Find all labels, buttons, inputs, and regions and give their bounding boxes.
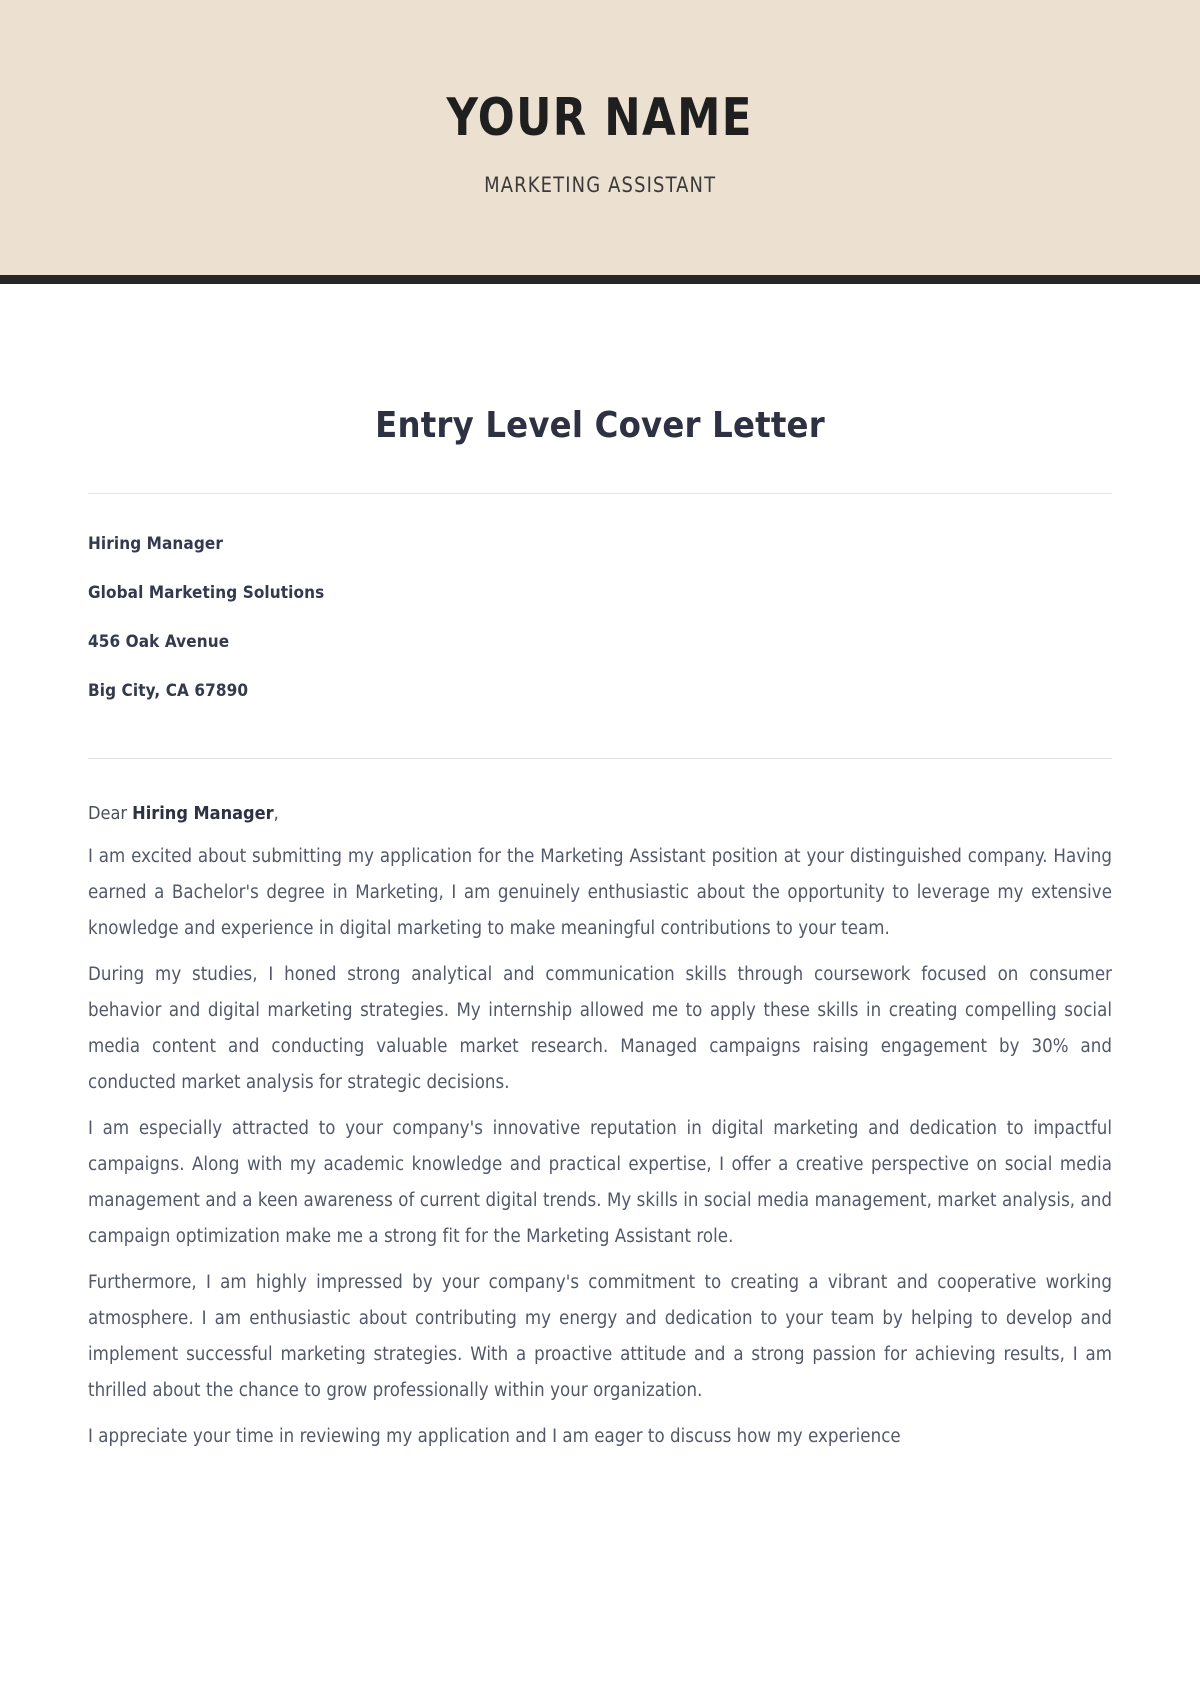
applicant-job-title: MARKETING ASSISTANT <box>483 173 717 198</box>
letter-paragraph: I appreciate your time in reviewing my application and I am eager to discuss how my experience <box>88 1425 901 1447</box>
recipient-line-company: Global Marketing Solutions <box>88 583 325 604</box>
letter-paragraph: I am especially attracted to your company's innovative reputation in digital marketing and dedication to impactful campaigns. Along with my academic knowledge and practical expertise, I offer a creative perspective on social media management and a keen awareness of current digital trends. My skills in social media management, market analysis, and campaign optimization make me a strong fit for the Marketing Assistant role. <box>88 1117 1112 1247</box>
salutation-recipient: Hiring Manager <box>132 803 274 825</box>
salutation <box>88 803 1112 825</box>
salutation-punctuation: , <box>273 803 279 825</box>
recipient-line-name: Hiring Manager <box>88 534 224 555</box>
letter-paragraph: During my studies, I honed strong analytical and communication skills through coursework focused on consumer behavior and digital marketing strategies. My internship allowed me to apply these skills in creating compelling social media content and conducting valuable market research. Managed campaigns raising engagement by 30% and conducted market analysis for strategic decisions. <box>88 963 1112 1093</box>
letter-paragraph: I am excited about submitting my application for the Marketing Assistant position at your distinguished company. Having earned a Bachelor's degree in Marketing, I am genuinely enthusiastic about the opportunity to leverage my extensive knowledge and experience in digital marketing to make meaningful contributions to your team. <box>88 845 1112 939</box>
applicant-name: YOUR NAME <box>446 87 754 148</box>
letter-paragraph: Furthermore, I am highly impressed by your company's commitment to creating a vibrant and cooperative working atmosphere. I am enthusiastic about contributing my energy and dedication to your team by helping to develop and implement successful marketing strategies. With a proactive attitude and a strong passion for achieving results, I am thrilled about the chance to grow professionally within your organization. <box>88 1271 1112 1401</box>
document-body <box>0 404 1200 1455</box>
recipient-address-block <box>88 494 1112 700</box>
recipient-line-street: 456 Oak Avenue <box>88 632 230 653</box>
recipient-line-city: Big City, CA 67890 <box>88 681 249 702</box>
salutation-greeting: Dear <box>88 803 133 825</box>
address-divider <box>88 758 1112 759</box>
page-title: Entry Level Cover Letter <box>375 405 825 446</box>
header-accent-rule <box>0 275 1200 284</box>
letterhead-header <box>0 0 1200 275</box>
